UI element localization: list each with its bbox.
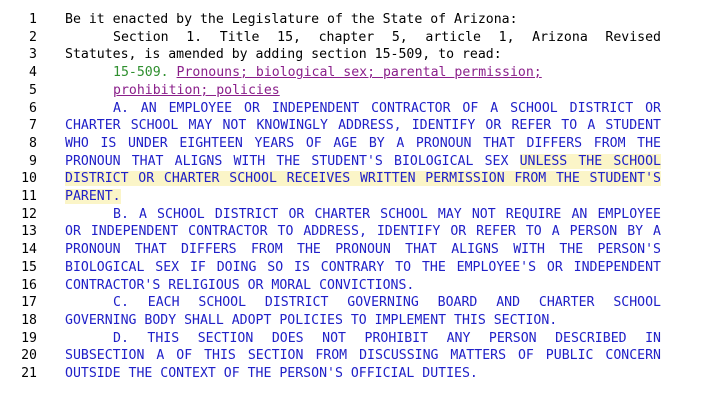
line-text (65, 188, 661, 206)
line-number: 9 (29, 153, 37, 169)
line-number: 4 (29, 65, 37, 81)
line-text (65, 223, 661, 241)
line-text (65, 170, 661, 188)
text-line (0, 100, 707, 118)
line-text (113, 82, 661, 100)
text-line (0, 223, 707, 241)
highlighted-text: DISTRICT OR CHARTER SCHOOL RECEIVES WRITTEN PERMISSION FROM THE STUDENT'S (65, 171, 661, 187)
text-line (0, 64, 707, 82)
line-text (113, 294, 661, 312)
line-number: 1 (29, 12, 37, 27)
line-number: 14 (21, 242, 37, 258)
line-number: 13 (21, 224, 37, 240)
line-number: 2 (29, 29, 37, 45)
line-text (65, 46, 661, 64)
line-number: 12 (21, 206, 37, 222)
line-number: 11 (21, 189, 37, 204)
line-text (65, 259, 661, 277)
text-line (0, 365, 707, 383)
text-line (0, 29, 707, 47)
text-line (0, 241, 707, 259)
text-line (0, 46, 707, 64)
text-segment: B. A SCHOOL DISTRICT OR CHARTER SCHOOL MAY NOT REQUIRE AN EMPLOYEE (113, 206, 661, 222)
line-number: 18 (21, 312, 37, 328)
line-text (65, 117, 661, 135)
text-segment: D. THIS SECTION DOES NOT PROHIBIT ANY PERSON DESCRIBED IN (113, 330, 661, 346)
text-segment: Be it enacted by the Legislature of the State of Arizona: (65, 12, 518, 27)
text-line (0, 294, 707, 312)
text-line (0, 277, 707, 295)
text-segment: OR INDEPENDENT CONTRACTOR TO ADDRESS, IDENTIFY OR REFER TO A PERSON BY A (65, 224, 661, 240)
line-number: 3 (29, 47, 37, 63)
line-number: 10 (21, 171, 37, 187)
line-text (113, 330, 661, 348)
text-line (0, 11, 707, 29)
line-number: 8 (29, 135, 37, 151)
text-line (0, 153, 707, 171)
line-text (113, 64, 661, 82)
text-segment: C. EACH SCHOOL DISTRICT GOVERNING BOARD AND CHARTER SCHOOL (113, 295, 661, 311)
section-heading: prohibition; policies (113, 82, 280, 98)
line-text (113, 100, 661, 118)
text-segment: A. AN EMPLOYEE OR INDEPENDENT CONTRACTOR OF A SCHOOL DISTRICT OR (113, 100, 661, 116)
highlighted-text: UNLESS THE SCHOOL (519, 153, 661, 169)
line-text (113, 206, 661, 224)
text-line (0, 82, 707, 100)
line-number: 19 (21, 330, 37, 346)
line-number: 5 (29, 82, 37, 98)
section-heading: Pronouns; biological sex; parental permission; (176, 65, 542, 81)
text-segment (169, 65, 177, 80)
line-text (65, 365, 661, 383)
line-text (65, 11, 661, 29)
line-number: 17 (21, 295, 37, 311)
line-number: 16 (21, 277, 37, 293)
highlighted-text: PARENT. (65, 189, 121, 204)
text-segment: GOVERNING BODY SHALL ADOPT POLICIES TO IMPLEMENT THIS SECTION. (65, 312, 558, 328)
text-segment: Statutes, is amended by adding section 15-509, to read: (65, 47, 502, 63)
text-line (0, 206, 707, 224)
text-line (0, 188, 707, 206)
text-segment: CHARTER SCHOOL MAY NOT KNOWINGLY ADDRESS, IDENTIFY OR REFER TO A STUDENT (65, 118, 661, 134)
line-text (65, 277, 661, 295)
section-number: 15-509. (113, 65, 169, 81)
text-line (0, 330, 707, 348)
text-line (0, 259, 707, 277)
line-text (65, 312, 661, 330)
text-segment: SUBSECTION A OF THIS SECTION FROM DISCUSSING MATTERS OF PUBLIC CONCERN (65, 348, 661, 364)
line-number: 7 (29, 118, 37, 134)
text-segment: WHO IS UNDER EIGHTEEN YEARS OF AGE BY A PRONOUN THAT DIFFERS FROM THE (65, 135, 661, 151)
text-line (0, 312, 707, 330)
line-number: 21 (21, 366, 37, 381)
line-number: 15 (21, 259, 37, 275)
text-segment: BIOLOGICAL SEX IF DOING SO IS CONTRARY TO THE EMPLOYEE'S OR INDEPENDENT (65, 259, 661, 275)
line-number: 20 (21, 348, 37, 364)
line-text (113, 29, 661, 47)
text-segment: Section 1. Title 15, chapter 5, article 1, Arizona Revised (113, 29, 661, 45)
line-text (65, 347, 661, 365)
line-text (65, 153, 661, 171)
text-line (0, 135, 707, 153)
text-line (0, 117, 707, 135)
text-segment: PRONOUN THAT ALIGNS WITH THE STUDENT'S BIOLOGICAL SEX (65, 153, 520, 169)
text-line (0, 170, 707, 188)
text-line (0, 347, 707, 365)
text-segment: OUTSIDE THE CONTEXT OF THE PERSON'S OFFICIAL DUTIES. (65, 366, 478, 381)
line-text (65, 135, 661, 153)
text-segment: PRONOUN THAT DIFFERS FROM THE PRONOUN THAT ALIGNS WITH THE PERSON'S (65, 242, 661, 258)
text-segment: CONTRACTOR'S RELIGIOUS OR MORAL CONVICTIONS. (65, 277, 415, 293)
line-text (65, 241, 661, 259)
line-number: 6 (29, 100, 37, 116)
